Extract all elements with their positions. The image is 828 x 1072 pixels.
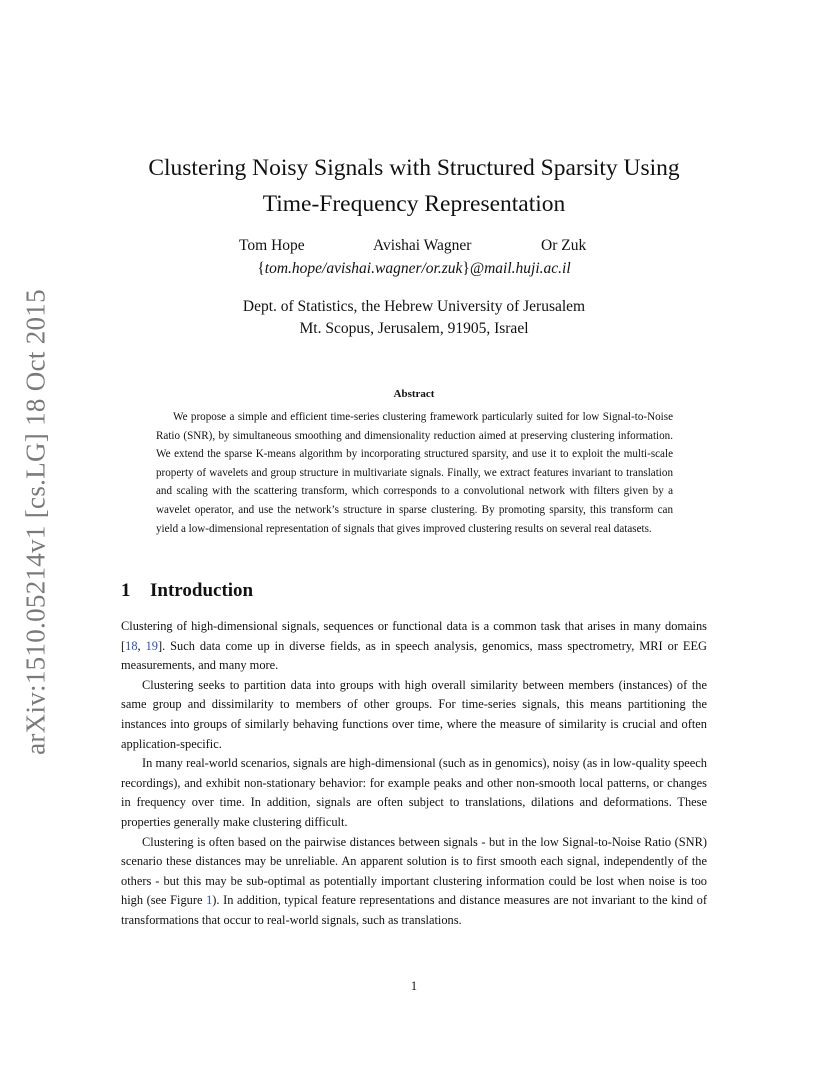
introduction-body [121, 617, 707, 931]
page-number: 1 [410, 979, 418, 993]
paragraph: Clustering seeks to partition data into groups with high overall similarity between members (instances) of the same group and dissimilarity to members of other groups. For time-series signals, this means partitioning the instances into groups of similarly behaving functions over time, where the measure of similarity is crucial and often application-specific. [121, 677, 707, 751]
abstract-text: We propose a simple and efficient time-series clustering framework particularly suited for low Signal-to-Noise Ratio (SNR), by simultaneous smoothing and dimensionality reduction aimed at preserving clustering information. We extend the sparse K-means algorithm by incorporating structured sparsity, and use it to exploit the multi-scale property of wavelets and group structure in multivariate signals. Finally, we extract features invariant to translation and scaling with the scattering transform, which corresponds to a convolutional network with filters given by a wavelet operator, and use the network’s structure in sparse clustering. By promoting sparsity, this transform can yield a low-dimensional representation of signals that gives improved clustering results on several real datasets. [156, 411, 673, 535]
email-brace-open: { [257, 260, 265, 277]
affiliation-line-1: Dept. of Statistics, the Hebrew University of Jerusalem [242, 298, 586, 315]
paragraph-text: ). In addition, typical feature representations and distance measures are not invariant to the kind of transformations that occur to real-world signals, such as translations. [121, 893, 707, 927]
paragraph-text: Clustering of high-dimensional signals, sequences or functional data is a common task that arises in many domains [ [121, 619, 707, 653]
author-name: Or Zuk [541, 237, 587, 254]
email-domain: @mail.huji.ac.il [469, 260, 571, 277]
figure-reference-link[interactable]: 1 [206, 893, 213, 908]
paragraph [121, 833, 707, 931]
author-name: Tom Hope [239, 237, 305, 254]
citation-link[interactable]: 18 [125, 638, 138, 653]
paper-title [0, 150, 828, 222]
citation-link[interactable]: 19 [145, 638, 158, 653]
section-heading [121, 580, 253, 602]
author-list [0, 237, 828, 257]
abstract-heading: Abstract [393, 388, 435, 400]
arxiv-identifier-stamp: arXiv:1510.05214v1 [cs.LG] 18 Oct 2015 [20, 289, 51, 755]
citation-separator: , [137, 638, 146, 653]
author-emails [0, 260, 828, 278]
author-name: Avishai Wagner [373, 237, 472, 254]
paragraph-text: Clustering is often based on the pairwise distances between signals - but in the low Signal-to-Noise Ratio (SNR) scenario these distances may be unreliable. An apparent solution is to first smooth each signal, independently of the others - but this may be sub-optimal as potentially important clustering information could be lost when noise is too high (see Figure [121, 834, 707, 908]
title-line-1: Clustering Noisy Signals with Structured Sparsity Using [148, 155, 680, 181]
email-users: tom.hope/avishai.wagner/or.zuk [264, 260, 463, 277]
section-title: Introduction [150, 580, 254, 601]
paragraph-text: ]. Such data come up in diverse fields, as in speech analysis, genomics, mass spectrometry, MRI or EEG measurements, and many more. [121, 638, 707, 673]
title-line-2: Time-Frequency Representation [262, 191, 566, 217]
paragraph: In many real-world scenarios, signals are high-dimensional (such as in genomics), noisy (as in low-quality speech recordings), and exhibit non-stationary behavior: for example peaks and other non-smooth local patterns, or changes in frequency over time. In addition, signals are often subject to translations, dilations and deformations. These properties generally make clustering difficult. [121, 756, 707, 829]
email-brace-close: } [462, 260, 470, 277]
affiliation-line-2: Mt. Scopus, Jerusalem, 91905, Israel [299, 320, 529, 337]
affiliation [0, 296, 828, 340]
section-number: 1 [121, 580, 131, 601]
paragraph [121, 617, 707, 676]
